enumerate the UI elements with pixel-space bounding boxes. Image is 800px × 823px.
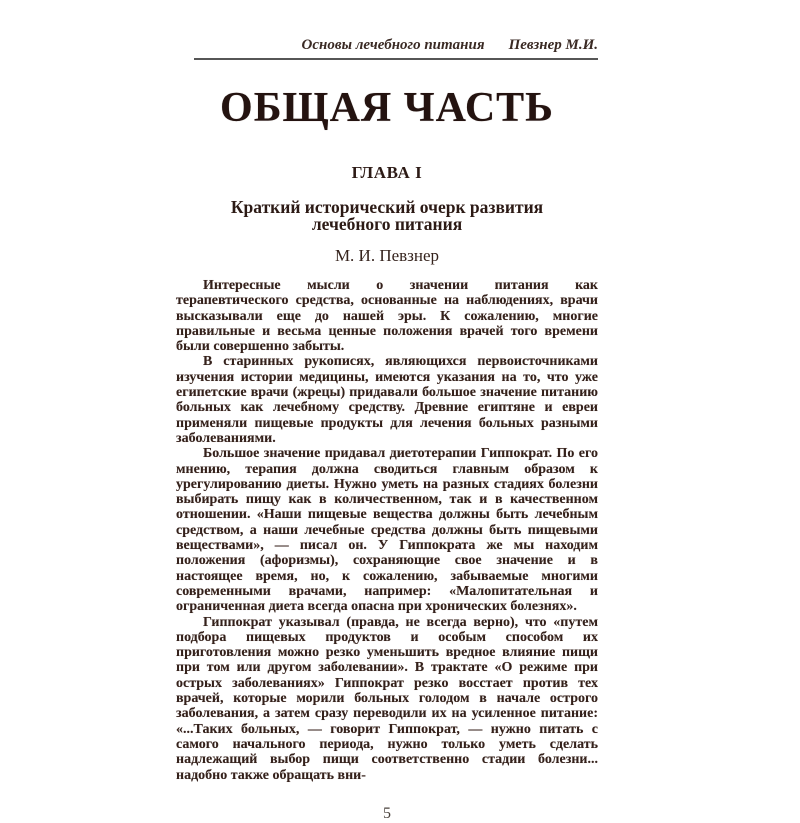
body-paragraph: Гиппократ указывал (правда, не всегда верно), что «путем подбора пищевых продуктов и особым способом их приготовления можно резко уменьшить вредное влияние пищи при том или другом заболевании». В трактате «О режиме при острых заболеваниях» Гиппократ резко восстает против тех врачей, которые морили больных голодом в начале острого заболевания, а затем сразу переводили их на усиленное питание: «...Таких больных, — говорит Гиппократ, — нужно питать с самого начального периода, нужно только уметь сделать надлежащий выбор пищи соответственно стадии болезни... надобно также обращать вни-: [176, 614, 598, 783]
body-text: [176, 278, 598, 783]
running-header-book-title: Основы лечебного питания: [301, 37, 485, 53]
running-header: [176, 37, 598, 54]
body-paragraph: Интересные мысли о значении питания как терапевтического средства, основанные на наблюдениях, врачи высказывали еще до нашей эры. К сожалению, многие правильные и весьма ценные положения врачей того времени были совершенно забыты.: [176, 278, 598, 355]
body-paragraph: В старинных рукописях, являющихся первоисточниками изучения истории медицины, имеются указания на то, что уже египетские врачи (жрецы) придавали большое значение питанию больных как лечебному средству. Древние египтяне и евреи применяли пищевые продукты для лечения больных разными заболеваниями.: [176, 354, 598, 446]
chapter-heading: ГЛАВА I: [351, 163, 423, 182]
running-header-author: Певзнер М.И.: [508, 37, 598, 53]
section-title: ОБЩАЯ ЧАСТЬ: [220, 85, 554, 131]
body-paragraph: Большое значение придавал диетотерапии Гиппократ. По его мнению, терапия должна сводиться главным образом к урегулированию диеты. Нужно уметь на разных стадиях болезни выбирать пищу как в количественном, так и в качественном отношении. «Наши пищевые вещества должны быть лечебным средством, а наши лечебные средства должны быть пищевыми веществами», — писал он. У Гиппократа же мы находим положения (афоризмы), сохраняющие свое значение и в настоящее время, но, к сожалению, забываемые многими современными врачами, например: «Малопитательная и ограниченная диета всегда опасна при хронических болезнях».: [176, 446, 598, 615]
page-number: 5: [383, 804, 391, 822]
book-page: [176, 0, 598, 823]
chapter-title: Краткий исторический очерк развития лечебного питания: [230, 197, 544, 234]
header-rule: [194, 58, 598, 60]
chapter-author: М. И. Певзнер: [334, 246, 440, 265]
